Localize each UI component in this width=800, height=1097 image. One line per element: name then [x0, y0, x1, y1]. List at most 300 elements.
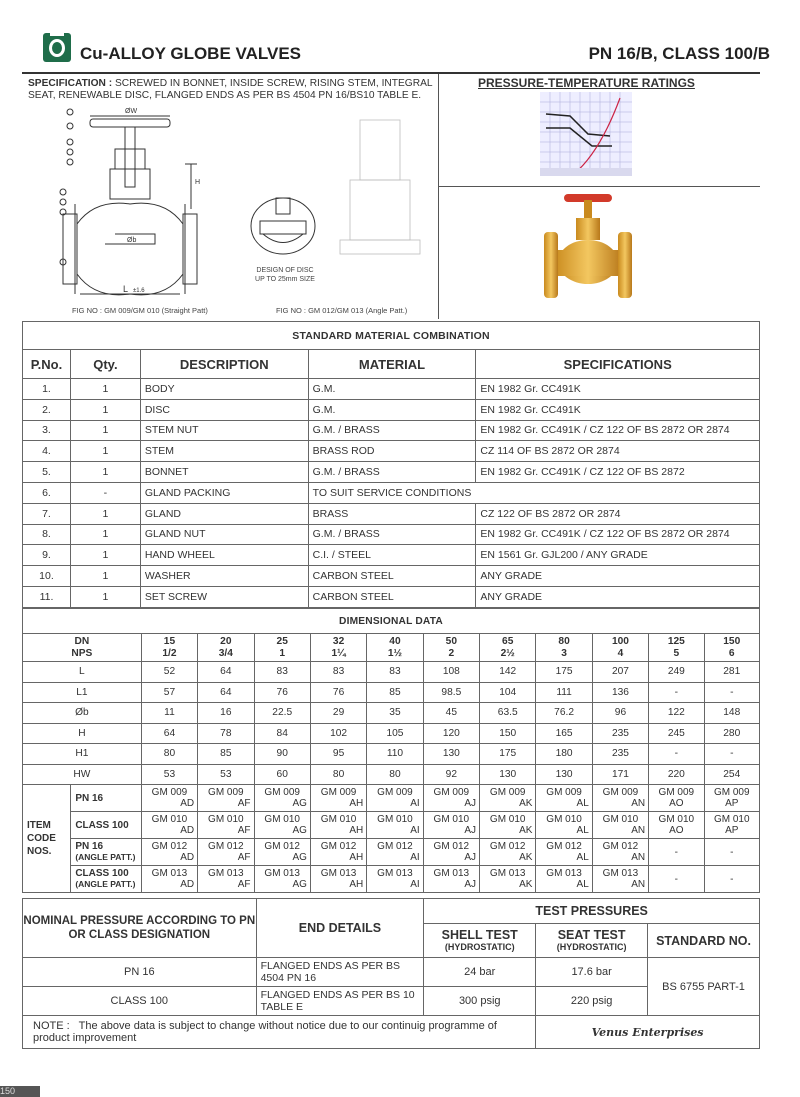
cell-material: BRASS: [308, 503, 476, 524]
valve-photo: [540, 190, 636, 316]
dn-nps-header: [23, 634, 142, 662]
item-code: [141, 866, 197, 893]
item-code-suffix: AK: [519, 825, 533, 836]
col-header-description: DESCRIPTION: [140, 350, 308, 379]
item-code: [592, 812, 648, 839]
item-code-suffix: AH: [349, 825, 364, 836]
item-code-suffix: AN: [631, 879, 646, 890]
item-code-prefix: GM 013: [602, 868, 639, 879]
cell-specification: CZ 114 OF BS 2872 OR 2874: [476, 441, 760, 462]
item-code: [704, 812, 759, 839]
cell-pno: 6.: [23, 482, 71, 503]
dimension-label: H1: [23, 744, 142, 765]
item-code-prefix: GM 010: [264, 814, 300, 825]
table-row: [23, 441, 760, 462]
item-code: [198, 812, 254, 839]
dimension-label: Øb: [23, 703, 142, 724]
seat-test-header: [536, 924, 648, 958]
dimensional-table-title: DIMENSIONAL DATA: [23, 609, 760, 634]
item-code: [649, 812, 704, 839]
specification-label: SPECIFICATION :: [28, 78, 113, 89]
signature: Venus Enterprises: [536, 1016, 760, 1049]
item-code: [310, 785, 366, 812]
item-code: [141, 839, 197, 866]
item-code: [704, 785, 759, 812]
item-code-suffix: AL: [576, 825, 589, 836]
dimension-value: 35: [367, 703, 423, 724]
item-code-suffix: AD: [180, 879, 195, 890]
cell-description: SET SCREW: [140, 586, 308, 607]
dimension-value: 64: [198, 682, 254, 703]
cell-material: CARBON STEEL: [308, 586, 476, 607]
table-row: [23, 723, 760, 744]
cell-description: WASHER: [140, 566, 308, 587]
table-row: [23, 503, 760, 524]
disc-caption-line1: DESIGN OF DISC: [256, 267, 314, 274]
material-table-title: STANDARD MATERIAL COMBINATION: [23, 322, 760, 350]
nps-value: 6: [728, 647, 735, 659]
cell-specification: EN 1982 Gr. CC491K / CZ 122 OF BS 2872 OR 2874: [476, 420, 760, 441]
item-code-prefix: GM 009: [264, 787, 300, 798]
nominal-class100: CLASS 100: [23, 987, 257, 1016]
shell-test-label: SHELL TEST: [441, 927, 518, 942]
end-details-header: END DETAILS: [256, 899, 424, 958]
item-code-prefix: GM 012: [264, 841, 300, 852]
size-header: [592, 634, 648, 662]
nps-value: 2½: [500, 647, 515, 659]
item-code-suffix: AL: [576, 879, 589, 890]
size-header: [141, 634, 197, 662]
item-code-suffix: AN: [631, 852, 646, 863]
dimension-value: 52: [141, 662, 197, 683]
dimension-value: -: [649, 744, 704, 765]
fig-angle-caption: FIG NO : GM 012/GM 013 (Angle Patt.): [276, 306, 408, 315]
dn-value: 15: [163, 635, 176, 647]
code-row-label-sub: (ANGLE PATT.): [75, 852, 136, 862]
dimension-value: 122: [649, 703, 704, 724]
item-code-suffix: AG: [292, 825, 307, 836]
item-code-label-line: CODE: [27, 833, 56, 844]
size-header: [536, 634, 592, 662]
dimension-value: 96: [592, 703, 648, 724]
dimension-value: 92: [423, 764, 479, 785]
item-code-prefix: GM 013: [264, 868, 300, 879]
dimension-value: 220: [649, 764, 704, 785]
item-code-suffix: AF: [237, 879, 251, 890]
table-row: [23, 545, 760, 566]
dimension-value: 64: [141, 723, 197, 744]
item-code-prefix: GM 012: [208, 841, 244, 852]
page-title: Cu-ALLOY GLOBE VALVES: [80, 44, 302, 63]
item-code-prefix: GM 010: [377, 814, 413, 825]
disc-caption: [240, 266, 330, 284]
dimension-value: 280: [704, 723, 759, 744]
item-code-prefix: GM 010: [208, 814, 244, 825]
item-code-suffix: AP: [725, 798, 739, 809]
dimension-value: 150: [480, 723, 536, 744]
dimension-value: 130: [536, 764, 592, 785]
dn-value: 125: [667, 635, 685, 647]
item-code: [367, 812, 423, 839]
dimension-value: 142: [480, 662, 536, 683]
item-code-suffix: AJ: [464, 798, 477, 809]
dimension-value: 175: [480, 744, 536, 765]
dimension-value: 84: [254, 723, 310, 744]
dimension-value: -: [649, 682, 704, 703]
item-code: [423, 812, 479, 839]
dim-w-label: ØW: [125, 108, 138, 115]
item-code-suffix: AK: [519, 798, 533, 809]
item-code-suffix: AG: [292, 852, 307, 863]
cell-pno: 10.: [23, 566, 71, 587]
item-code-prefix: GM 013: [151, 868, 188, 879]
seat-test-sub: (HYDROSTATIC): [556, 941, 627, 952]
dimension-value: 254: [704, 764, 759, 785]
dimension-value: 45: [423, 703, 479, 724]
cell-description: GLAND: [140, 503, 308, 524]
item-code-suffix: AL: [576, 852, 589, 863]
dimension-value: 95: [310, 744, 366, 765]
table-row: [23, 399, 760, 420]
item-code: [254, 866, 310, 893]
standard-number: BS 6755 PART-1: [648, 958, 760, 1016]
cell-description: STEM: [140, 441, 308, 462]
dimension-value: 22.5: [254, 703, 310, 724]
item-code: [198, 839, 254, 866]
table-row: [23, 524, 760, 545]
standard-no-header: STANDARD NO.: [648, 924, 760, 958]
cell-description: BONNET: [140, 462, 308, 483]
item-code-prefix: GM 012: [377, 841, 413, 852]
dn-value: 40: [389, 635, 401, 647]
cell-specification: CZ 122 OF BS 2872 OR 2874: [476, 503, 760, 524]
item-code: [592, 785, 648, 812]
dimension-value: 136: [592, 682, 648, 703]
item-code: [254, 839, 310, 866]
item-code-prefix: GM 012: [433, 841, 470, 852]
item-code: -: [704, 839, 759, 866]
seat-test-class100: 220 psig: [536, 987, 648, 1016]
item-code-prefix: GM 013: [377, 868, 413, 879]
rating-title: PN 16/B, CLASS 100/B: [588, 44, 770, 63]
cell-material: G.M.: [308, 379, 476, 400]
size-header: [198, 634, 254, 662]
dimension-value: 148: [704, 703, 759, 724]
item-code-prefix: GM 010: [151, 814, 188, 825]
item-code: [536, 866, 592, 893]
dimension-value: 83: [367, 662, 423, 683]
item-code: [367, 785, 423, 812]
dim-l-tolerance: ±1.6: [133, 288, 145, 294]
item-code-suffix: AD: [180, 852, 195, 863]
cell-material: G.M.: [308, 399, 476, 420]
size-header: [480, 634, 536, 662]
cell-material: BRASS ROD: [308, 441, 476, 462]
item-code-prefix: GM 012: [489, 841, 526, 852]
item-code-prefix: GM 009: [546, 787, 582, 798]
dimension-label: HW: [23, 764, 142, 785]
shell-test-header: [424, 924, 536, 958]
item-code: [198, 866, 254, 893]
table-row: [23, 586, 760, 607]
dimension-value: -: [704, 682, 759, 703]
item-code-prefix: GM 010: [546, 814, 582, 825]
dim-h-label: H: [195, 179, 201, 186]
cell-material: G.M. / BRASS: [308, 524, 476, 545]
dimension-label: L1: [23, 682, 142, 703]
cell-pno: 2.: [23, 399, 71, 420]
dn-value: 50: [445, 635, 458, 647]
nps-label: NPS: [71, 647, 93, 659]
item-code-suffix: AG: [292, 879, 307, 890]
item-code-suffix: AH: [349, 852, 364, 863]
dn-value: 80: [558, 635, 570, 647]
dimension-value: 110: [367, 744, 423, 765]
dimension-value: 130: [423, 744, 479, 765]
fig-straight-caption: FIG NO : GM 009/GM 010 (Straight Patt): [72, 306, 208, 315]
item-code-suffix: AF: [237, 798, 251, 809]
cell-description: DISC: [140, 399, 308, 420]
table-row: [23, 379, 760, 400]
item-code-suffix: AF: [237, 852, 251, 863]
item-code: [254, 785, 310, 812]
item-code: [480, 866, 536, 893]
size-header: [310, 634, 366, 662]
cell-qty: 1: [70, 545, 140, 566]
size-header: [367, 634, 423, 662]
cell-pno: 11.: [23, 586, 71, 607]
item-code: -: [649, 839, 704, 866]
dimension-value: 104: [480, 682, 536, 703]
item-code: [367, 866, 423, 893]
nps-value: 3: [561, 647, 567, 659]
dim-l-label: L: [123, 284, 129, 294]
item-code-suffix: AG: [292, 798, 307, 809]
item-code-suffix: AP: [725, 825, 739, 836]
item-code-prefix: GM 009: [208, 787, 244, 798]
cell-pno: 3.: [23, 420, 71, 441]
item-code-prefix: GM 009: [433, 787, 470, 798]
dimension-value: 180: [536, 744, 592, 765]
dimension-value: 53: [198, 764, 254, 785]
cell-pno: 7.: [23, 503, 71, 524]
note-label: NOTE :: [33, 1020, 70, 1032]
code-row-label: [71, 785, 141, 812]
dimension-value: 80: [310, 764, 366, 785]
item-code: [592, 839, 648, 866]
dimension-value: 245: [649, 723, 704, 744]
dimension-value: 90: [254, 744, 310, 765]
item-code-suffix: AI: [410, 852, 420, 863]
col-header-qty: Qty.: [70, 350, 140, 379]
end-details-pn16: FLANGED ENDS AS PER BS 4504 PN 16: [256, 958, 424, 987]
cell-qty: -: [70, 482, 140, 503]
cell-description: BODY: [140, 379, 308, 400]
pressure-temp-title: PRESSURE-TEMPERATURE RATINGS: [478, 76, 695, 90]
item-code-prefix: GM 009: [489, 787, 526, 798]
size-header: [423, 634, 479, 662]
item-code-suffix: AO: [669, 798, 684, 809]
cell-material: TO SUIT SERVICE CONDITIONS: [308, 482, 759, 503]
specification-text: [28, 78, 438, 102]
brand-logo-icon: [40, 30, 74, 64]
cell-qty: 1: [70, 399, 140, 420]
code-row-label-main: CLASS 100: [75, 819, 129, 831]
nps-value: 1: [279, 647, 286, 659]
code-row-label-main: PN 16: [75, 792, 104, 804]
table-row: [23, 482, 760, 503]
dn-value: 25: [276, 635, 288, 647]
cell-description: STEM NUT: [140, 420, 308, 441]
item-code-suffix: AO: [669, 825, 684, 836]
table-row: [23, 682, 760, 703]
item-code-suffix: AI: [410, 879, 420, 890]
material-table: [22, 321, 760, 608]
dimension-label: L: [23, 662, 142, 683]
item-code: [536, 812, 592, 839]
item-code: [254, 812, 310, 839]
item-code-prefix: GM 009: [713, 787, 750, 798]
code-row-label-main: PN 16: [75, 841, 104, 852]
shell-test-sub: (HYDROSTATIC): [444, 941, 515, 952]
dimension-value: 98.5: [423, 682, 479, 703]
cell-specification: EN 1982 Gr. CC491K / CZ 122 OF BS 2872 OR 2874: [476, 524, 760, 545]
item-code-prefix: GM 013: [489, 868, 526, 879]
nps-value: 1½: [387, 647, 403, 659]
item-code: [536, 785, 592, 812]
dimension-value: 281: [704, 662, 759, 683]
seat-test-label: SEAT TEST: [557, 927, 626, 942]
dimensional-table: [22, 608, 760, 893]
item-code-prefix: GM 013: [433, 868, 470, 879]
valve-section-drawing: [55, 104, 205, 304]
table-row: [23, 812, 760, 839]
nominal-pressure-header: NOMINAL PRESSURE ACCORDING TO PN OR CLASS DESIGNATION: [23, 899, 257, 958]
item-code: [310, 812, 366, 839]
code-row-label: [71, 839, 141, 866]
dimension-value: 171: [592, 764, 648, 785]
dim-b-label: Øb: [127, 237, 137, 244]
dimension-value: 16: [198, 703, 254, 724]
cell-qty: 1: [70, 524, 140, 545]
item-code-label-line: NOS.: [27, 846, 52, 857]
column-divider: [438, 74, 439, 319]
item-code-prefix: GM 013: [546, 868, 582, 879]
table-row: [23, 703, 760, 724]
item-code-prefix: GM 010: [433, 814, 470, 825]
item-code-prefix: GM 009: [377, 787, 413, 798]
cell-material: G.M. / BRASS: [308, 462, 476, 483]
dimension-value: 83: [310, 662, 366, 683]
item-code-suffix: AK: [519, 852, 533, 863]
table-row: [23, 866, 760, 893]
table-row: [23, 662, 760, 683]
cell-qty: 1: [70, 379, 140, 400]
dimension-value: 175: [536, 662, 592, 683]
shell-test-pn16: 24 bar: [424, 958, 536, 987]
dimension-label: H: [23, 723, 142, 744]
dimension-value: 76.2: [536, 703, 592, 724]
item-code-prefix: GM 009: [602, 787, 639, 798]
col-header-specifications: SPECIFICATIONS: [476, 350, 760, 379]
dimension-value: 60: [254, 764, 310, 785]
item-code: [310, 839, 366, 866]
item-code: -: [649, 866, 704, 893]
item-code-prefix: GM 010: [658, 814, 695, 825]
dimension-value: 235: [592, 744, 648, 765]
dimension-value: 76: [254, 682, 310, 703]
item-code: [367, 839, 423, 866]
dimension-value: -: [704, 744, 759, 765]
item-code: [480, 839, 536, 866]
dimension-value: 111: [536, 682, 592, 703]
item-code-suffix: AF: [237, 825, 251, 836]
code-row-label-sub: (ANGLE PATT.): [75, 879, 136, 889]
seat-test-pn16: 17.6 bar: [536, 958, 648, 987]
cell-pno: 5.: [23, 462, 71, 483]
code-row-label-main: CLASS 100: [75, 868, 129, 879]
table-row: [23, 839, 760, 866]
dn-value: 100: [611, 635, 629, 647]
specification-body: SCREWED IN BONNET, INSIDE SCREW, RISING STEM, INTEGRAL SEAT, RENEWABLE DISC, FLANGED ENDS AS PER BS 4504 PN 16/BS10 TABLE E.: [28, 78, 433, 101]
dimension-value: 80: [141, 744, 197, 765]
item-code: [423, 866, 479, 893]
cell-qty: 1: [70, 586, 140, 607]
dimension-value: 53: [141, 764, 197, 785]
item-code: [649, 785, 704, 812]
item-code: [480, 812, 536, 839]
dimension-value: 207: [592, 662, 648, 683]
item-code-suffix: AN: [631, 798, 646, 809]
angle-valve-drawing: [330, 110, 430, 300]
item-code-suffix: AH: [349, 879, 364, 890]
item-code-prefix: GM 009: [658, 787, 695, 798]
shell-test-class100: 300 psig: [424, 987, 536, 1016]
item-code-prefix: GM 012: [602, 841, 639, 852]
dimension-value: 57: [141, 682, 197, 703]
item-code-prefix: GM 010: [713, 814, 750, 825]
item-code: [480, 785, 536, 812]
item-code: [141, 785, 197, 812]
dn-value: 65: [502, 635, 514, 647]
col-header-pno: P.No.: [23, 350, 71, 379]
cell-material: CARBON STEEL: [308, 566, 476, 587]
nps-value: 2: [448, 647, 455, 659]
dn-label: DN: [74, 635, 90, 647]
dimension-value: 85: [367, 682, 423, 703]
item-code-suffix: AK: [519, 879, 533, 890]
item-code-prefix: GM 012: [151, 841, 188, 852]
item-code-suffix: AD: [180, 798, 195, 809]
dimension-value: 76: [310, 682, 366, 703]
cell-description: GLAND PACKING: [140, 482, 308, 503]
dimension-value: 64: [198, 662, 254, 683]
item-code-suffix: AJ: [464, 825, 477, 836]
dimension-value: 130: [480, 764, 536, 785]
dimension-value: 102: [310, 723, 366, 744]
cell-pno: 1.: [23, 379, 71, 400]
page-number: 150: [0, 1086, 40, 1097]
nominal-pn16: PN 16: [23, 958, 257, 987]
item-code-suffix: AJ: [464, 879, 477, 890]
dn-value: 20: [220, 635, 232, 647]
item-code-suffix: AH: [349, 798, 364, 809]
item-code-suffix: AJ: [464, 852, 477, 863]
item-code-prefix: GM 012: [546, 841, 582, 852]
dimension-value: 85: [198, 744, 254, 765]
table-row: [23, 420, 760, 441]
dimension-value: 105: [367, 723, 423, 744]
